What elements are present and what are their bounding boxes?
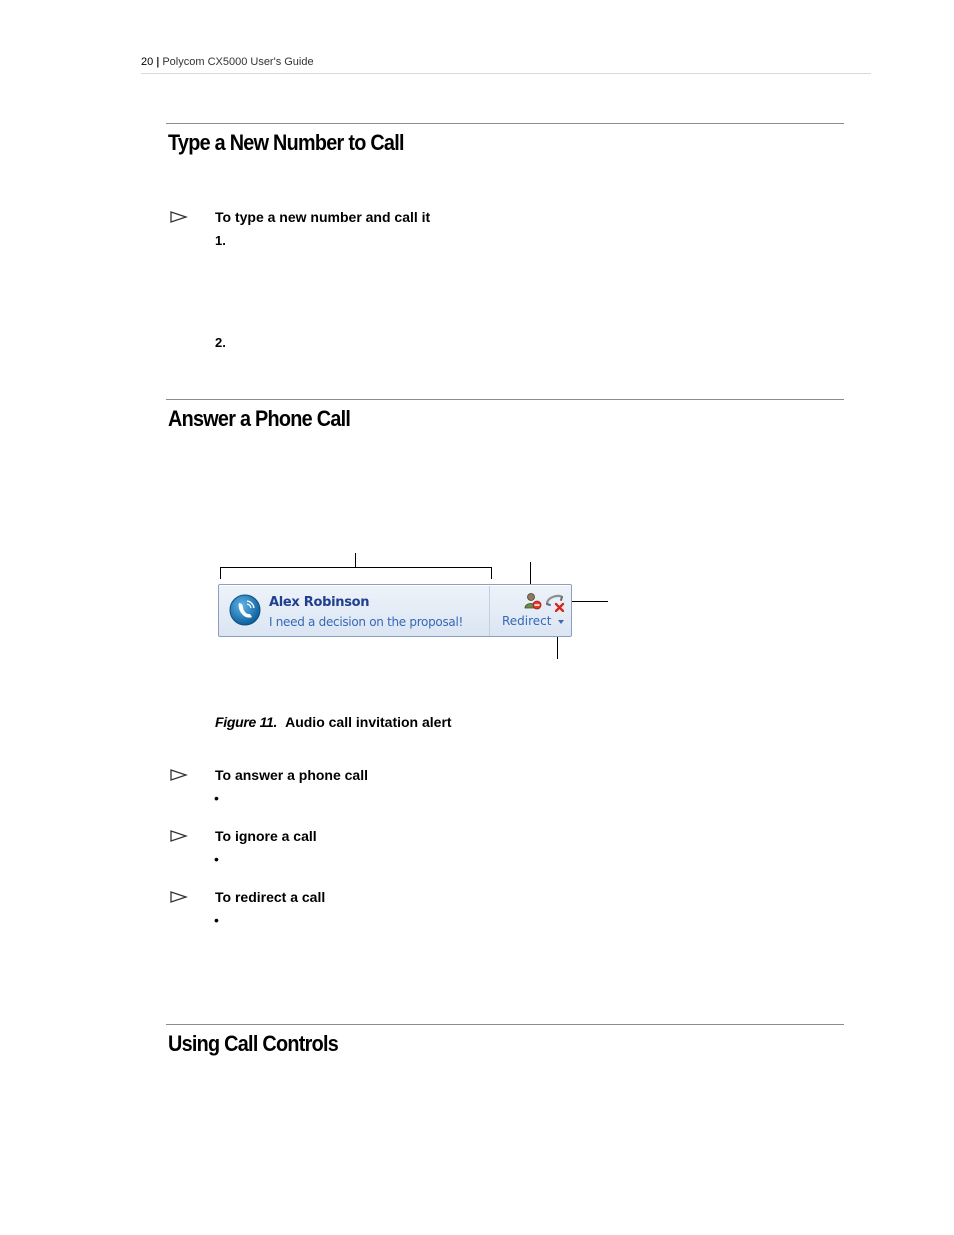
call-message: I need a decision on the proposal! [269,615,464,629]
figure-label: Figure 11. [215,714,278,730]
section-rule [166,123,844,124]
triangle-arrow-icon [170,211,188,223]
triangle-arrow-icon [170,769,188,781]
triangle-arrow-icon [170,830,188,842]
figure-caption [215,714,452,730]
section-heading-type-new-number: Type a New Number to Call [168,130,404,155]
list-bullet: • [214,851,219,867]
section-heading-answer-call: Answer a Phone Call [168,406,351,431]
list-bullet: • [214,790,219,806]
procedure-title: To answer a phone call [215,767,369,783]
section-rule [166,1024,844,1025]
procedure-title: To redirect a call [215,889,326,905]
procedure-title: To ignore a call [215,828,317,844]
page-number: 20 [141,56,154,68]
alert-divider [489,586,490,636]
header-separator: | [156,56,160,68]
ignore-call-icon[interactable] [544,592,566,612]
list-bullet: • [214,912,219,928]
running-header [141,56,314,68]
phone-call-icon [229,594,261,626]
figure-title: Audio call invitation alert [285,714,452,730]
section-heading-call-controls: Using Call Controls [168,1031,339,1056]
step-number: 2. [215,335,226,350]
triangle-arrow-icon [170,891,188,903]
book-title: Polycom CX5000 User's Guide [162,56,314,68]
caller-name: Alex Robinson [269,595,370,610]
procedure-title: To type a new number and call it [215,209,431,225]
redirect-button[interactable] [502,614,564,628]
step-number: 1. [215,233,226,248]
header-rule [141,73,871,74]
chevron-down-icon[interactable] [558,620,564,624]
redirect-label: Redirect [502,614,552,628]
section-rule [166,399,844,400]
accept-call-icon[interactable] [524,592,542,610]
call-invitation-alert[interactable] [218,584,572,637]
